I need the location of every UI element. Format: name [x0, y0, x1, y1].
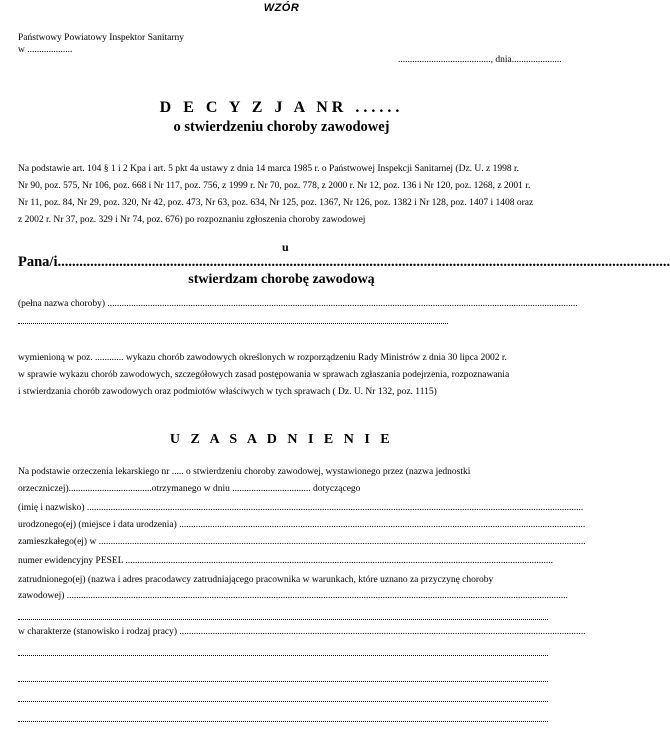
employer-continuation-line: zawodowej) ................................................................................................................................................................................................................... — [18, 591, 568, 601]
decision-title: D E C Y Z J A NR ...... — [159, 99, 404, 116]
reference-line: wymienioną w poz. ............ wykazu chorób zawodowych określonych w rozporządzeniu Rady Ministrów z dnia 30 lipca 2002 r. — [18, 353, 507, 363]
legal-basis-paragraph — [18, 161, 550, 229]
birth-line: urodzonego(ej) (miejsce i data urodzenia) ........................................................................................................................................................................... — [18, 520, 586, 530]
reference-line: w sprawie wykazu chorób zawodowych, szczegółowych zasad postępowania w sprawach zgłaszania podejrzenia, rozpoznawania — [18, 370, 510, 380]
employer-line: zatrudnionego(ej) (nazwa i adres pracodawcy zatrudniającego pracownika w warunkach, które uznano za przyczynę choroby — [18, 575, 494, 585]
patient-name-line: Pana/i......................................................................................................................................................................... — [18, 254, 670, 270]
disease-name-continuation — [18, 322, 448, 324]
blank-dotted-line — [18, 680, 548, 682]
legal-basis-line: z 2002 r. Nr 37, poz. 329 i Nr 74, poz. 676) po rozpoznaniu zgłoszenia choroby zawodowej — [18, 215, 366, 225]
place-date-line: ......................................., dnia..................... — [398, 55, 562, 65]
full-name-line: (imię i nazwisko) ................................................................................................................................................................................................................. — [18, 503, 584, 513]
position-line: w charakterze (stanowisko i rodzaj pracy) ........................................................................................................................................................................... — [18, 627, 586, 637]
blank-dotted-line — [18, 618, 548, 620]
blank-dotted-line — [18, 700, 548, 702]
blank-dotted-line — [18, 654, 548, 656]
justification-line: orzeczniczej)...................................otrzymanego w dniu ................................. dotyczącego — [18, 484, 361, 494]
legal-basis-line: Nr 90, poz. 575, Nr 106, poz. 668 i Nr 117, poz. 756, z 1999 r. Nr 70, poz. 778, z 2000 r. Nr 12, poz. 136 i Nr 120, poz. 1268, z 2001 r. — [18, 181, 531, 191]
decision-subtitle: o stwierdzeniu choroby zawodowej — [173, 119, 390, 135]
residence-line: zamieszkałego(ej) w ............................................................................................................................................................................................................. — [18, 537, 586, 547]
justification-line: Na podstawie orzeczenia lekarskiego nr ..... o stwierdzeniu choroby zawodowej, wystawionego przez (nazwa jednostki — [18, 467, 471, 477]
template-label: WZÓR — [263, 2, 300, 14]
reference-paragraph — [18, 350, 550, 401]
diagnosis-statement: stwierdzam chorobę zawodową — [188, 272, 375, 287]
inspector-location: w ................... — [18, 45, 73, 55]
pesel-line: numer ewidencyjny PESEL .................................................................................................................................................................................... — [18, 556, 554, 566]
justification-heading: U Z A S A D N I E N I E — [169, 432, 394, 447]
inspector-title: Państwowy Powiatowy Inspektor Sanitarny — [18, 33, 184, 43]
disease-name-line: (pełna nazwa choroby) ...................................................................................................................................................................................................... — [18, 299, 578, 309]
legal-basis-line: Na podstawie art. 104 § 1 i 2 Kpa i art. 5 pkt 4a ustawy z dnia 14 marca 1985 r. o Państwowej Inspekcji Sanitarnej (Dz. U. z 1998 r. — [18, 164, 520, 174]
legal-basis-line: Nr 11, poz. 84, Nr 29, poz. 320, Nr 42, poz. 473, Nr 63, poz. 634, Nr 125, poz. 1367, Nr 126, poz. 1382 i Nr 128, poz. 1407 i 1408 oraz — [18, 198, 534, 208]
preposition-u: u — [282, 240, 289, 254]
reference-line: i stwierdzania chorób zawodowych oraz podmiotów właściwych w tych sprawach ( Dz. U. Nr 132, poz. 1115) — [18, 387, 437, 397]
blank-dotted-line — [18, 720, 548, 722]
